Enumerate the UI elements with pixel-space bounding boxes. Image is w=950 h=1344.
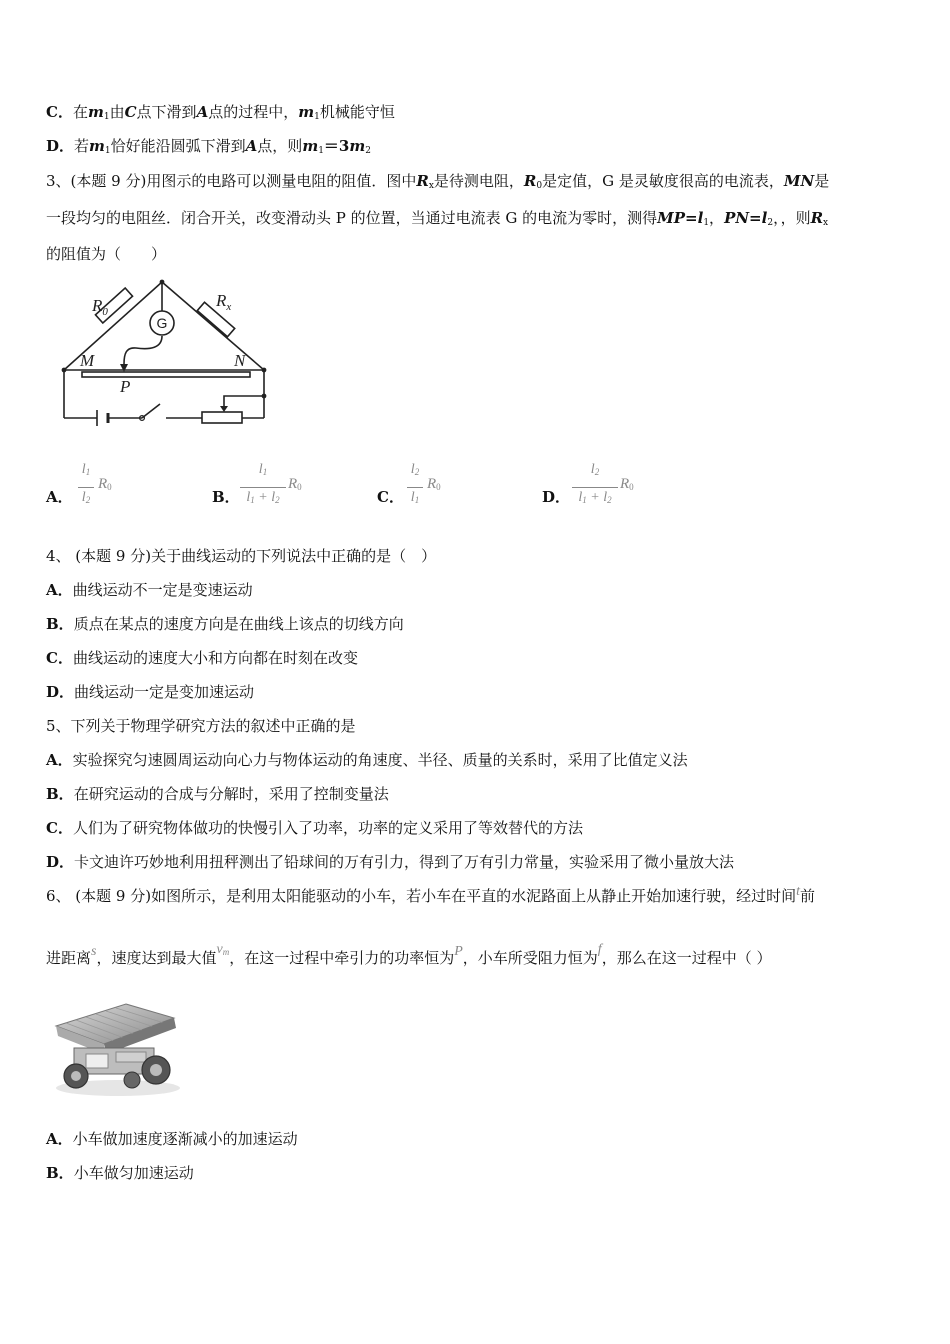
q5-stem: 5、下列关于物理学研究方法的叙述中正确的是 bbox=[46, 717, 356, 735]
rheostat bbox=[202, 412, 242, 423]
resistance-wire-mn bbox=[82, 372, 250, 377]
wire-g-to-p bbox=[124, 336, 162, 364]
switch-blade bbox=[142, 404, 160, 418]
q6-stem-line1: 6、 (本题 9 分)如图所示，是利用太阳能驱动的小车，若小车在平直的水泥路面上从静止开始加速行驶，经过时间t前 bbox=[46, 884, 816, 905]
q2-option-d: D．若$m_1$恰好能沿圆弧下滑到A点，则$m_1=3m_2$ bbox=[46, 137, 371, 156]
motor bbox=[86, 1054, 108, 1068]
q3-stem-line2: 一段均匀的电阻丝．闭合开关，改变滑动头 P 的位置，当通过电流表 G 的电流为零时，测得$MP=l_1$，$PN=l_2$，，则$R_x$ bbox=[46, 209, 829, 228]
q3-option-d: D． $l_2$ $l_1 + l_2$ $R_0$ bbox=[542, 462, 634, 506]
svg-text:Rx bbox=[215, 291, 231, 313]
q4-stem: 4、 (本题 9 分)关于曲线运动的下列说法中正确的是（ ） bbox=[46, 547, 437, 565]
junction-rheostat bbox=[262, 394, 267, 399]
label-r0-sub: 0 bbox=[102, 306, 108, 318]
wire-left bbox=[64, 282, 162, 370]
rheostat-slider bbox=[224, 396, 264, 410]
circuit-diagram bbox=[50, 278, 280, 434]
q3-option-b: B． $l_1$ $l_1 + l_2$ $R_0$ bbox=[212, 462, 302, 506]
q4-option-a: A．曲线运动不一定是变速运动 bbox=[46, 581, 253, 599]
svg-text:R0 bbox=[91, 296, 108, 318]
junction-n bbox=[262, 368, 267, 373]
q6-option-a: A．小车做加速度逐渐减小的加速运动 bbox=[46, 1130, 298, 1148]
wheel-front-hub bbox=[71, 1071, 81, 1081]
solar-car-image bbox=[46, 998, 188, 1098]
q5-option-d: D．卡文迪许巧妙地利用扭秤测出了铅球间的万有引力，得到了万有引力常量，实验采用了微小量放大法 bbox=[46, 853, 735, 871]
q3-option-a: A． $l_1$ $l_2$ $R_0$ bbox=[46, 462, 112, 506]
q3-stem-line3: 的阻值为（ ） bbox=[46, 245, 167, 263]
q4-option-c: C．曲线运动的速度大小和方向都在时刻在改变 bbox=[46, 649, 358, 667]
q5-option-b: B．在研究运动的合成与分解时，采用了控制变量法 bbox=[46, 785, 389, 803]
label-n: N bbox=[234, 351, 246, 370]
gearbox bbox=[116, 1052, 146, 1062]
junction-top bbox=[160, 280, 165, 285]
q4-option-b: B．质点在某点的速度方向是在曲线上该点的切线方向 bbox=[46, 615, 404, 633]
label-rx: R bbox=[216, 291, 227, 310]
wheel-middle bbox=[124, 1072, 140, 1088]
q3-option-c: C． $l_2$ $l_1$ $R_0$ bbox=[377, 462, 441, 506]
junction-m bbox=[62, 368, 67, 373]
label-rx-sub: x bbox=[226, 301, 232, 313]
q5-option-c: C．人们为了研究物体做功的快慢引入了功率，功率的定义采用了等效替代的方法 bbox=[46, 819, 583, 837]
rheostat-arrow bbox=[220, 406, 228, 412]
label-m: M bbox=[80, 351, 95, 370]
q4-option-d: D．曲线运动一定是变加速运动 bbox=[46, 683, 255, 701]
wheel-rear-hub bbox=[150, 1064, 162, 1076]
wire-right bbox=[162, 282, 264, 370]
q2-option-c: C．在$m_1$由C点下滑到A点的过程中，$m_1$机械能守恒 bbox=[46, 103, 395, 122]
q5-option-a: A．实验探究匀速圆周运动向心力与物体运动的角速度、半径、质量的关系时，采用了比值定义法 bbox=[46, 751, 688, 769]
label-p: P bbox=[120, 377, 131, 396]
label-r0: R bbox=[92, 296, 103, 315]
q3-stem-line1: 3、(本题 9 分)用图示的电路可以测量电阻的阻值．图中$R_x$是待测电阻，$R_0$是定值，G 是灵敏度很高的电流表，MN是 bbox=[46, 172, 830, 191]
label-g: G bbox=[156, 315, 168, 331]
q6-stem-line2: 进距离s，速度达到最大值$v_m$，在这一过程中牵引力的功率恒为P，小车所受阻力恒为f，那么在这一过程中（ ） bbox=[46, 942, 772, 967]
q6-option-b: B．小车做匀加速运动 bbox=[46, 1164, 194, 1182]
